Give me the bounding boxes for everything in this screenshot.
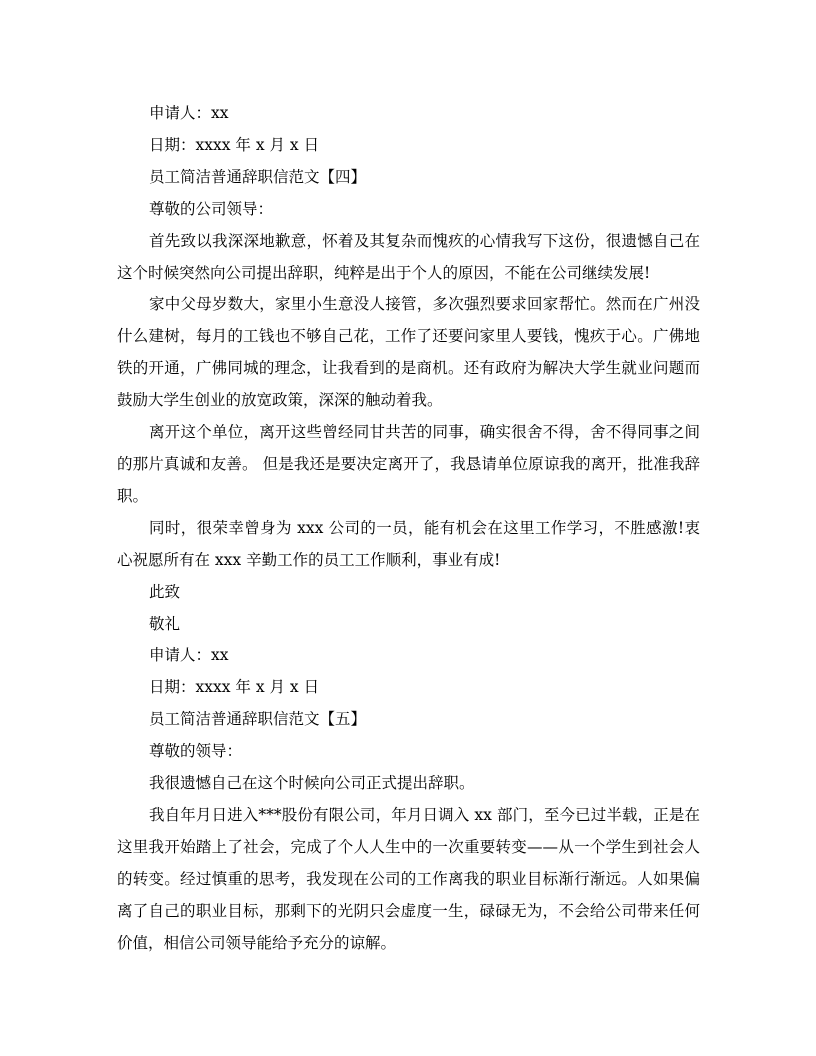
applicant-line: 申请人：xx bbox=[149, 104, 229, 122]
paragraph-four-3: 离开这个单位，离开这些曾经同甘共苦的同事，确实很舍不得，舍不得同事之间的那片真诚和友善。 但是我还是要决定离开了，我恳请单位原谅我的离开，批准我辞职。 bbox=[117, 423, 700, 505]
date-line: 日期：xxxx 年 x 月 x 日 bbox=[149, 135, 320, 154]
letter-heading-five: 员工简洁普通辞职信范文【五】 bbox=[149, 710, 367, 729]
closing-line-2: 敬礼 bbox=[149, 614, 181, 633]
document-content bbox=[117, 98, 700, 959]
closing-line-1: 此致 bbox=[149, 582, 181, 601]
paragraph-four-4: 同时，很荣幸曾身为 xxx 公司的一员，能有机会在这里工作学习，不胜感激!衷心祝愿所有在 xxx 辛勤工作的员工工作顺利，事业有成! bbox=[117, 518, 700, 569]
paragraph-four-2: 家中父母岁数大，家里小生意没人接管，多次强烈要求回家帮忙。然而在广州没什么建树，每月的工钱也不够自己花，工作了还要问家里人要钱，愧疚于心。广佛地铁的开通，广佛同城的理念，让我看到的是商机。还有政府为解决大学生就业问题而鼓励大学生创业的放宽政策，深深的触动着我。 bbox=[117, 295, 700, 410]
paragraph-five-2: 我自年月日进入***股份有限公司，年月日调入 xx 部门，至今已过半载，正是在这里我开始踏上了社会，完成了个人人生中的一次重要转变——从一个学生到社会人的转变。经过慎重的思考，我发现在公司的工作离我的职业目标渐行渐远。人如果偏离了自己的职业目标，那剩下的光阴只会虚度一生，碌碌无为，不会给公司带来任何价值，相信公司领导能给予充分的谅解。 bbox=[117, 805, 700, 952]
date-line: 日期：xxxx 年 x 月 x 日 bbox=[149, 678, 320, 697]
paragraph-five-1: 我很遗憾自己在这个时候向公司正式提出辞职。 bbox=[149, 774, 475, 793]
letter-heading-four: 员工简洁普通辞职信范文【四】 bbox=[149, 167, 367, 186]
salutation-five: 尊敬的领导： bbox=[149, 742, 243, 761]
salutation-four: 尊敬的公司领导： bbox=[149, 199, 274, 218]
paragraph-four-1: 首先致以我深深地歉意，怀着及其复杂而愧疚的心情我写下这份，很遗憾自己在这个时候突然向公司提出辞职，纯粹是出于个人的原因，不能在公司继续发展! bbox=[117, 231, 700, 282]
applicant-line: 申请人：xx bbox=[149, 646, 229, 665]
